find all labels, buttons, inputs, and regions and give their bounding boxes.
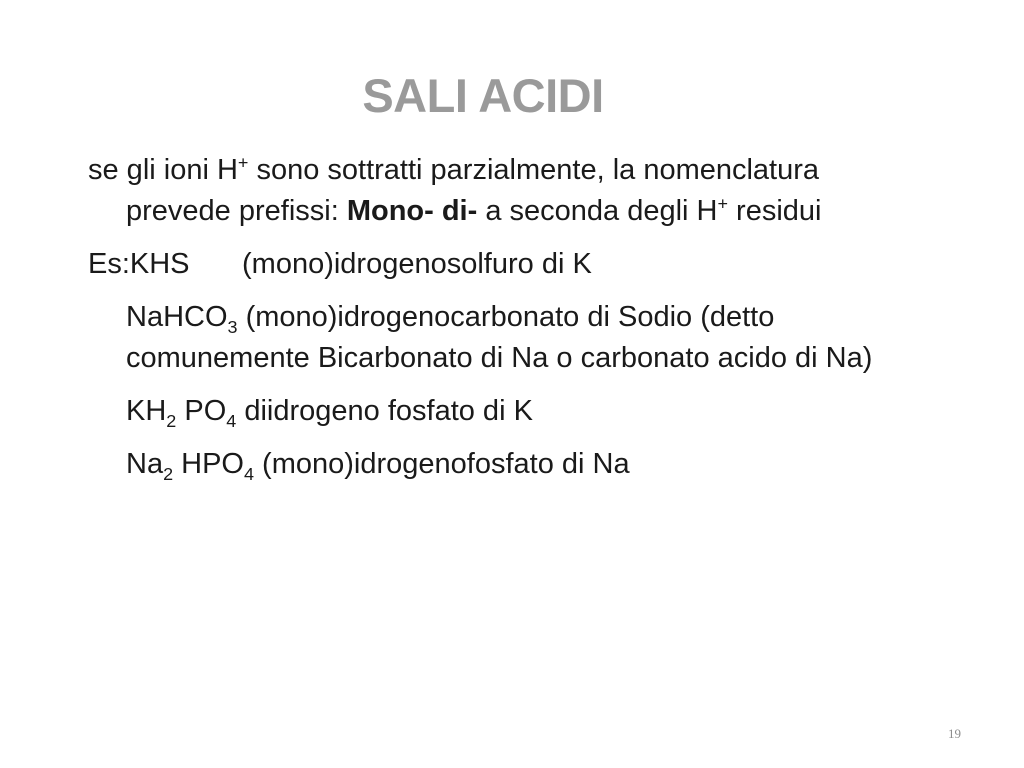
intro-text-4: residui (728, 195, 822, 227)
charge-superscript: + (717, 193, 728, 214)
kh2po4-formula-b: PO (176, 395, 227, 427)
formula-subscript: 2 (166, 410, 177, 431)
slide-title: SALI ACIDI (362, 69, 604, 122)
intro-text-1: se gli ioni H (88, 154, 238, 186)
kh2po4-formula-a: KH (126, 395, 167, 427)
charge-superscript: + (237, 152, 249, 173)
slide-body (88, 150, 888, 495)
na2hpo4-name: (mono)idrogenofosfato di Na (253, 448, 630, 480)
kh2po4-name: diidrogeno fosfato di K (236, 395, 533, 427)
example-khs (88, 244, 888, 285)
intro-text-3: a seconda degli H (477, 195, 718, 227)
formula-subscript: 4 (226, 410, 237, 431)
nahco3-formula: NaHCO (126, 301, 228, 333)
intro-paragraph (88, 150, 888, 232)
khs-name: (mono)idrogenosolfuro di K (242, 248, 592, 280)
bold-prefixes: Mono- di- (346, 195, 478, 227)
intro-text-2: sono sottratti parzialmente, la nomenclatura prevede prefissi: (126, 154, 820, 227)
formula-subscript: 2 (163, 463, 174, 484)
page-number: 19 (948, 726, 961, 741)
example-label: Es:KHS (88, 248, 190, 280)
example-kh2po4 (88, 391, 888, 432)
formula-subscript: 3 (227, 316, 238, 337)
example-nahco3 (88, 297, 888, 379)
na2hpo4-formula-a: Na (126, 448, 164, 480)
na2hpo4-formula-b: HPO (173, 448, 244, 480)
formula-subscript: 4 (243, 463, 254, 484)
example-na2hpo4 (88, 444, 888, 485)
nahco3-name: (mono)idrogenocarbonato di Sodio (detto comunemente Bicarbonato di Na o carbonato acido di Na) (126, 301, 873, 374)
